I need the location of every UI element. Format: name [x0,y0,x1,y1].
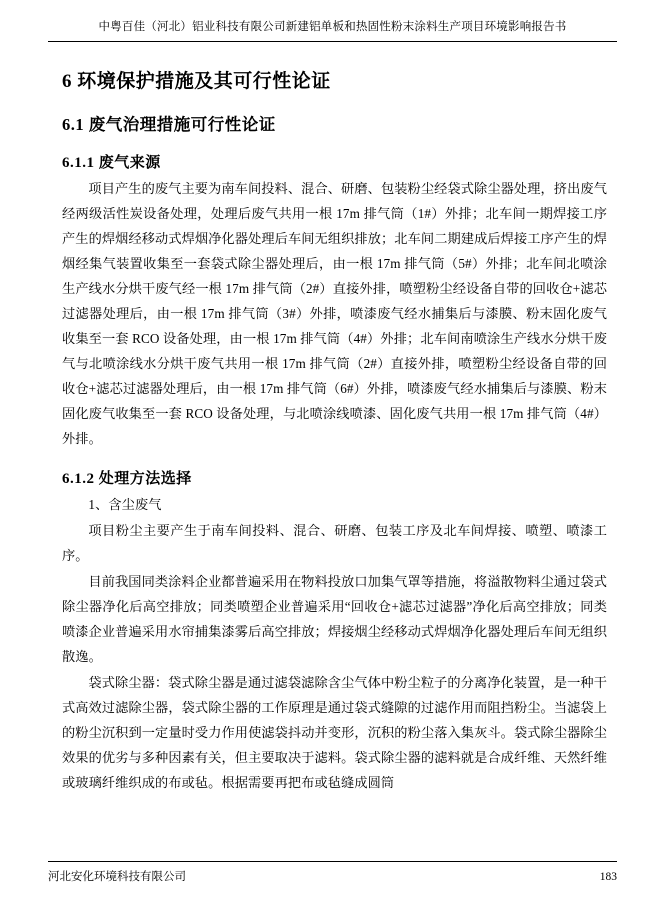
paragraph-dust-sources: 项目粉尘主要产生于南车间投料、混合、研磨、包装工序及北车间焊接、喷塑、喷漆工序。 [62,523,607,563]
paragraph-waste-gas-source: 项目产生的废气主要为南车间投料、混合、研磨、包装粉尘经袋式除尘器处理，挤出废气经两级活性炭设备处理，处理后废气共用一根 17m 排气筒（1#）外排；北车间一期焊接工序产生的焊烟经移动式焊烟净化器处理后车间无组织排放；北车间二期建成后焊接工序产生的焊烟经集气装置收集至一套袋式除尘器处理后，由一根 17m 排气筒（5#）外排；北车间北喷涂生产线水分烘干废气经一根 17m 排气筒（2#）直接外排，喷塑粉尘经设备自带的回收仓+滤芯过滤器处理后，由一根 17m 排气筒（3#）外排，喷漆废气经水捕集后与漆膜、粉末固化废气收集至一套 RCO 设备处理，由一根 17m 排气筒（4#）外排；北车间南喷涂生产线水分烘干废气与北喷涂线水分烘干废气共用一根 17m 排气筒（2#）直接外排，喷塑粉尘经设备自带的回收仓+滤芯过滤器处理后，由一根 17m 排气筒（6#）外排，喷漆废气经水捕集后与漆膜、粉末固化废气收集至一套 RCO 设备处理，与北喷涂线喷漆、固化废气共用一根 17m 排气筒（4#）外排。 [62,181,607,446]
paragraph-dust-label: 1、含尘废气 [88,497,162,512]
paragraph-industry-practice: 目前我国同类涂料企业都普遍采用在物料投放口加集气罩等措施，将溢散物料尘通过袋式除尘器净化后高空排放；同类喷塑企业普遍采用“回收仓+滤芯过滤器”净化后高空排放；同类喷漆企业普遍采用水帘捕集漆雾后高空排放；焊接烟尘经移动式焊烟净化器处理后车间无组织散逸。 [62,574,607,664]
page-header: 中粤百佳（河北）铝业科技有限公司新建铝单板和热固性粉末涂料生产项目环境影响报告书 [48,18,617,42]
section-heading: 6.1 废气治理措施可行性论证 [62,115,276,134]
page-footer [48,861,617,884]
footer-page-number: 183 [599,871,617,883]
document-content [62,52,607,858]
subsection-heading-612: 6.1.2 处理方法选择 [62,471,192,487]
chapter-heading: 6 环境保护措施及其可行性论证 [62,71,331,92]
subsection-heading-611: 6.1.1 废气来源 [62,155,161,171]
footer-company: 河北安化环境科技有限公司 [48,871,186,883]
paragraph-bag-filter: 袋式除尘器：袋式除尘器是通过滤袋滤除含尘气体中粉尘粒子的分离净化装置，是一种干式高效过滤除尘器，袋式除尘器的工作原理是通过袋式缝隙的过滤作用而阻挡粉尘。当滤袋上的粉尘沉积到一定量时受力作用使滤袋抖动并变形，沉积的粉尘落入集灰斗。袋式除尘器除尘效果的优劣与多种因素有关，但主要取决于滤料。袋式除尘器的滤料就是合成纤维、天然纤维或玻璃纤维织成的布或毡。根据需要再把布或毡缝成圆筒 [62,675,607,790]
